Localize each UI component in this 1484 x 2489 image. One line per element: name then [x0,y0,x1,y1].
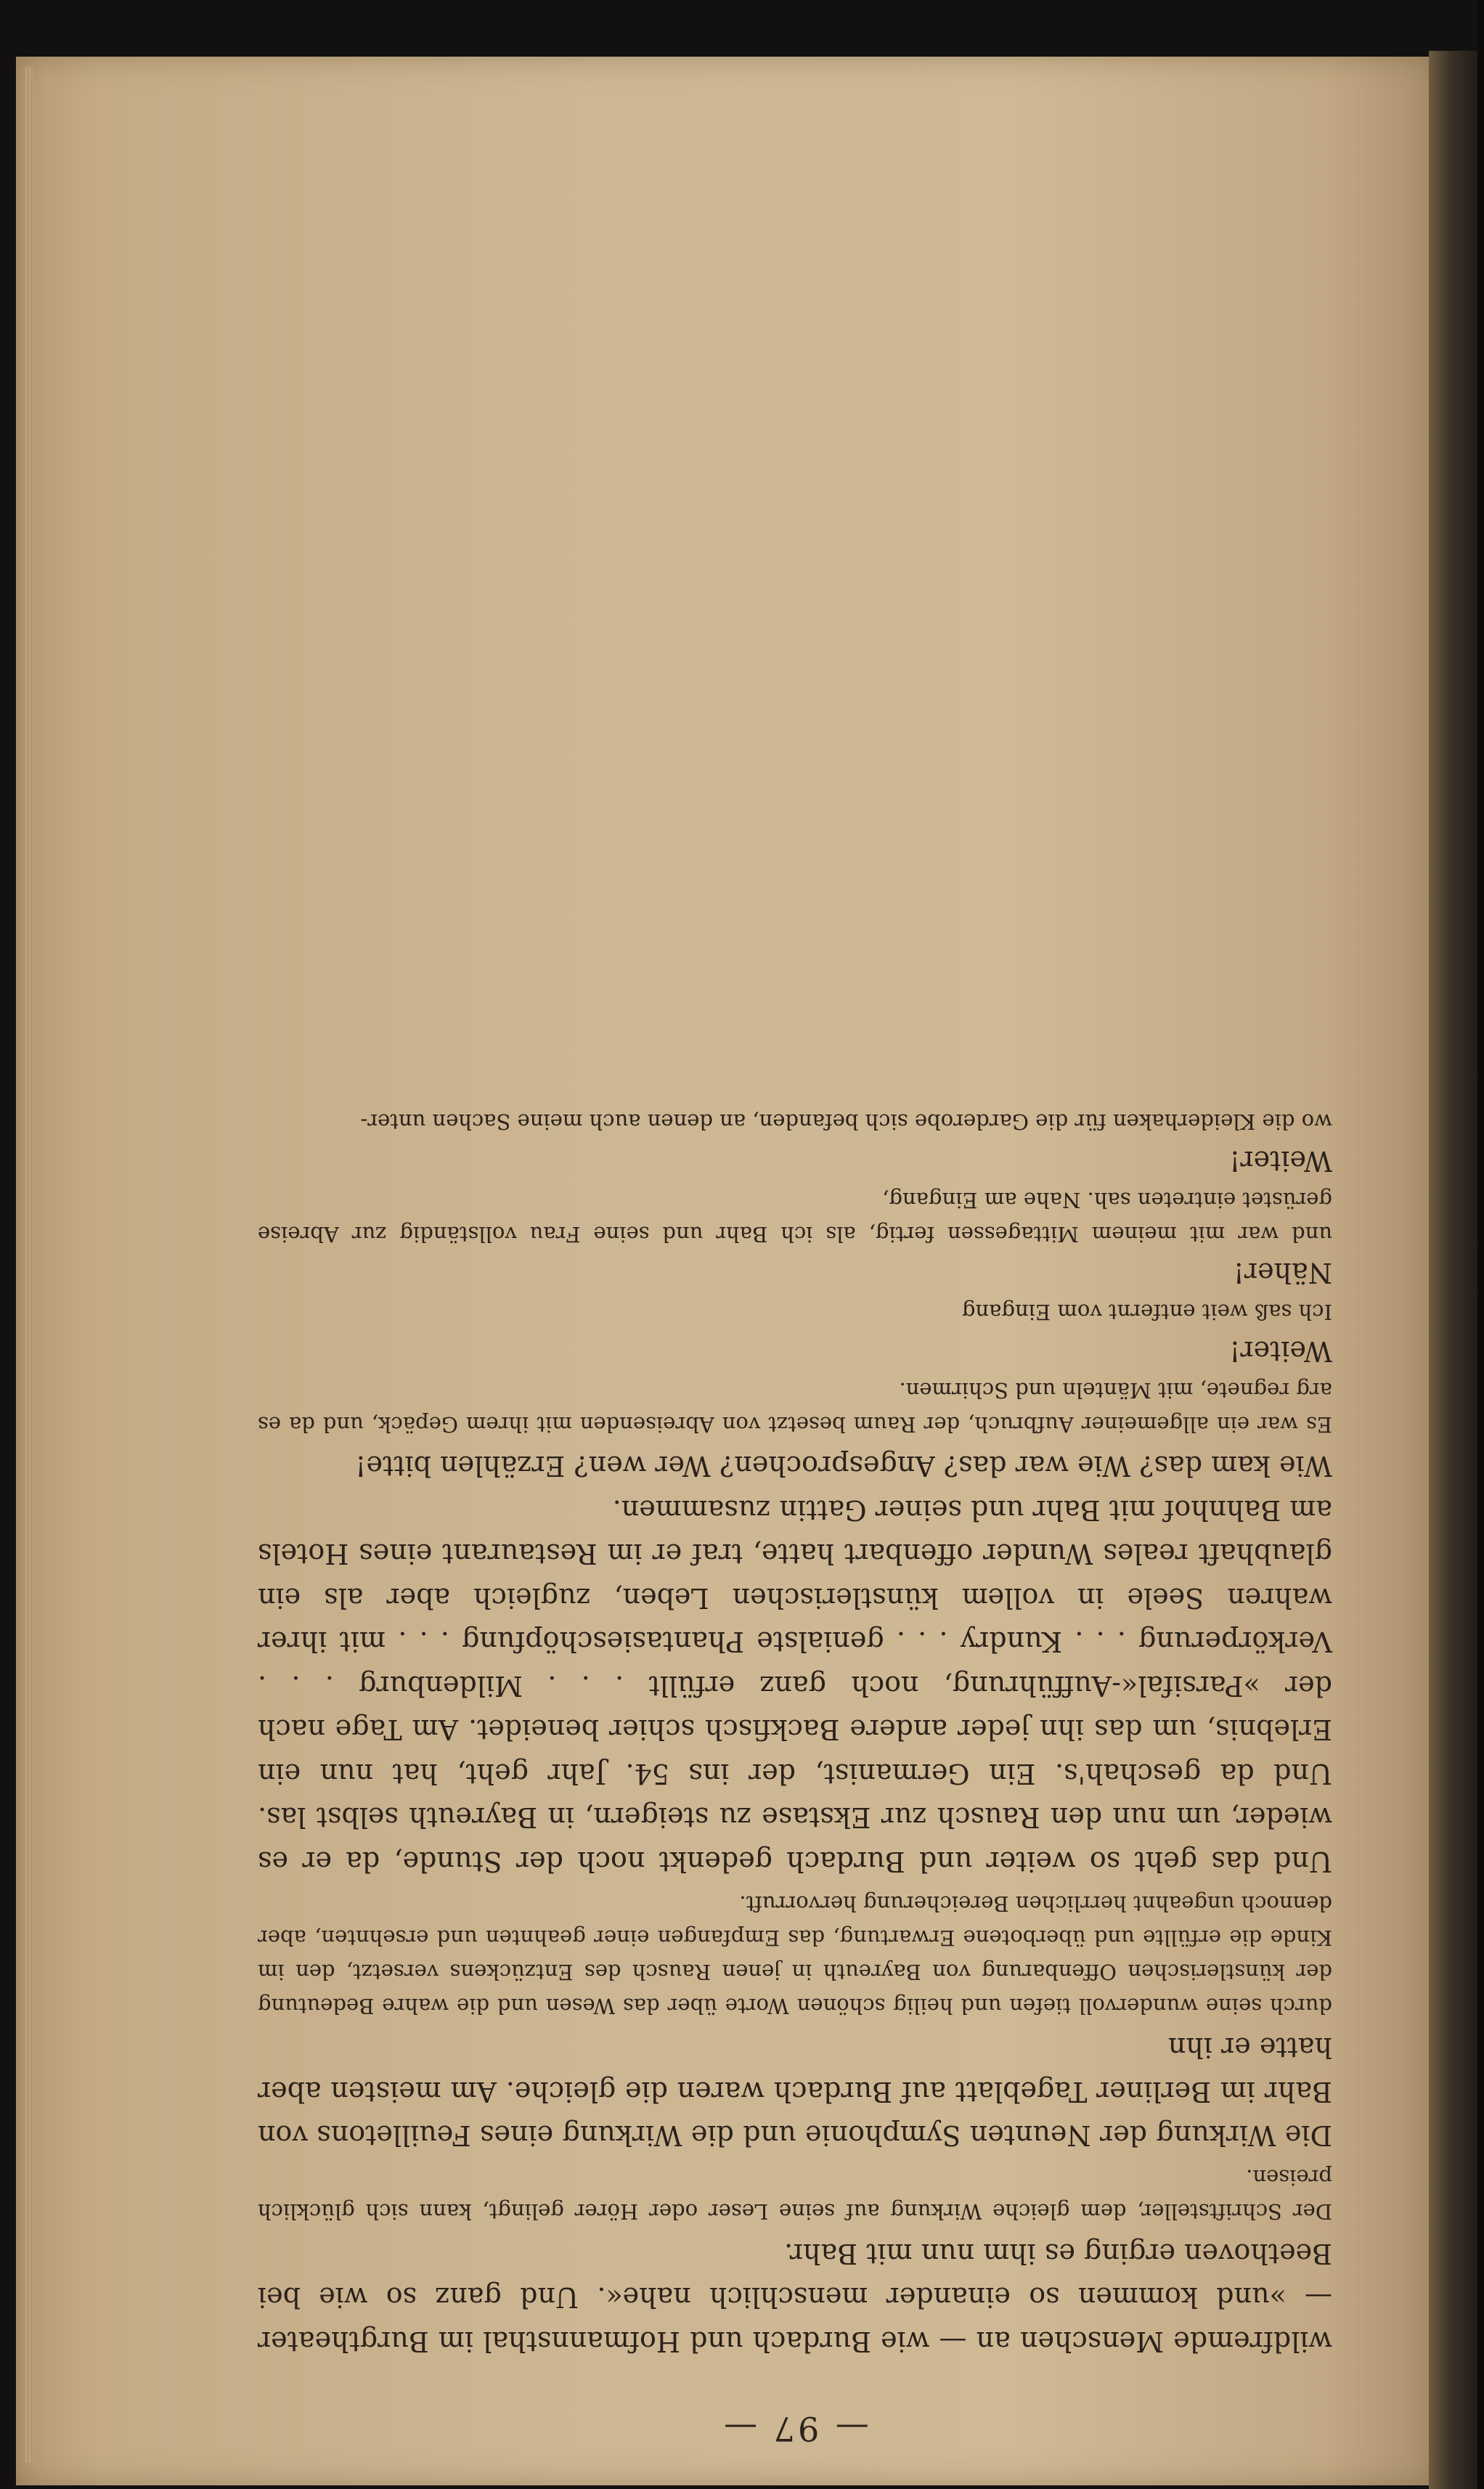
text-block-upside-down [258,508,1332,2454]
page-edge-left [25,67,33,2463]
page-edge-right [1429,51,1484,2489]
paragraph-3: Die Wirkung der Neunten Symphonie und die Wirkung eines Feuilletons von Bahr im Berliner Tageblatt auf Burdach waren die gleiche. Am meisten aber hatte er ihn [258,2032,1332,2152]
page-number: — 97 — [721,2409,869,2448]
paragraph-7: Es war ein allgemeiner Aufbruch, der Raum besetzt von Abreisenden mit ihrem Gepäck, und da es arg regnete, mit Mänteln und Schirmen. [258,1378,1332,1437]
paragraph-8: Weiter! [1229,1335,1332,1367]
paragraph-6: Wie kam das? Wie war das? Angesprochen? Wer wen? Erzählen bitte! [355,1450,1332,1483]
paragraph-2: Der Schriftsteller, dem gleiche Wirkung auf seine Leser oder Hörer gelingt, kann sich glücklich preisen. [258,2165,1332,2225]
paragraph-13: wo die Kleiderhaken für die Garderobe sich befanden, an denen auch meine Sachen unter- [360,1109,1332,1135]
paragraph-4-quote: durch seine wundervoll tiefen und heilig schönen Worte über das Wesen und die wahre Bedeutung der künstlerischen Offenbarung von Bayreuth in jenen Rausch des Entzückens versetzt, den im Kinde die erfüllte und überbotene Erwartung, das Empfangen einer geahnten und ersehnten, aber dennoch ungeahnt herrlichen Bereicherung hervorruft. [258,1891,1332,2019]
paragraph-1: wildfremde Menschen an — wie Burdach und Hofmannsthal im Burgtheater — »und kommen so einander menschlich nahe«. Und ganz so wie bei Beethoven erging es ihm nun mit Bahr. [258,2238,1332,2358]
paragraph-9: Ich saß weit entfernt vom Eingang [961,1300,1332,1325]
paragraph-12: Weiter! [1229,1145,1332,1177]
paragraph-5: Und das geht so weiter und Burdach gedenkt noch der Stunde, da er es wieder, um nun den Rausch zur Ekstase zu steigern, in Bayreuth selbst las. Und da geschah's. Ein Germanist, der ins 54. Jahr geht, hat nun ein Erlebnis, um das ihn jeder andere Backfisch schier beneidet. Am Tage nach der »Parsifal«-Aufführung, noch ganz erfüllt . . . Mildenburg . . . Verkörperung . . . Kundry . . . genialste Phantasieschöpfung . . . mit ihrer wahren Seele in vollem künstlerischen Leben, zugleich aber als ein glaubhaft reales Wunder offenbart hatte, traf er im Restaurant eines Hotels am Bahnhof mit Bahr und seiner Gattin zusammen. [258,1494,1332,1878]
paragraph-11: und war mit meinem Mittagessen fertig, als ich Bahr und seine Frau vollständig zur Abreise gerüstet eintreten sah. Nahe am Eingang, [258,1188,1332,1247]
book-binding-shadow [1477,0,1484,2489]
paragraph-10: Näher! [1233,1257,1332,1290]
